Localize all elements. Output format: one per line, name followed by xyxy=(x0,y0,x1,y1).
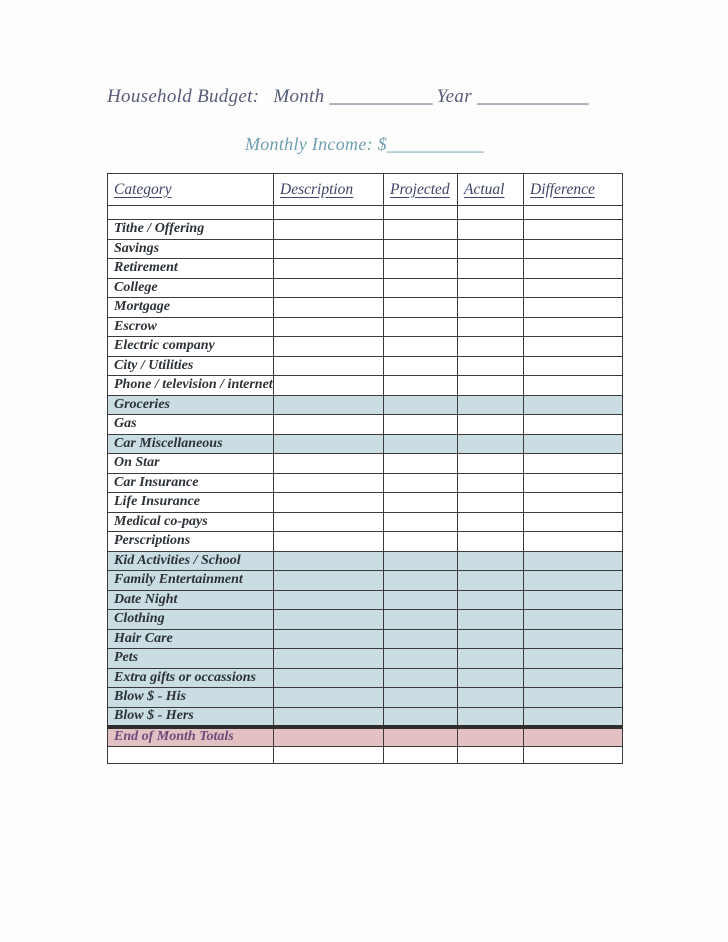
difference-cell xyxy=(524,590,623,610)
category-cell: Kid Activities / School xyxy=(108,551,274,571)
table-row xyxy=(108,395,623,415)
actual-cell xyxy=(458,610,524,630)
budget-table xyxy=(107,173,623,764)
difference-cell xyxy=(524,668,623,688)
table-row xyxy=(108,532,623,552)
projected-cell xyxy=(384,454,458,474)
projected-cell xyxy=(384,590,458,610)
difference-cell xyxy=(524,629,623,649)
projected-cell xyxy=(384,473,458,493)
projected-cell xyxy=(384,206,458,220)
category-cell: On Star xyxy=(108,454,274,474)
description-cell xyxy=(274,259,384,279)
column-header-projected: Projected xyxy=(384,174,458,206)
table-row xyxy=(108,239,623,259)
table-row xyxy=(108,512,623,532)
description-cell xyxy=(274,590,384,610)
description-cell xyxy=(274,473,384,493)
projected-cell xyxy=(384,727,458,747)
difference-cell xyxy=(524,727,623,747)
difference-cell xyxy=(524,376,623,396)
empty-row xyxy=(108,206,623,220)
difference-cell xyxy=(524,746,623,763)
description-cell xyxy=(274,317,384,337)
table-row xyxy=(108,493,623,513)
actual-cell xyxy=(458,590,524,610)
description-cell xyxy=(274,551,384,571)
column-header-actual: Actual xyxy=(458,174,524,206)
category-cell: Perscriptions xyxy=(108,532,274,552)
table-row xyxy=(108,454,623,474)
projected-cell xyxy=(384,356,458,376)
difference-cell xyxy=(524,434,623,454)
projected-cell xyxy=(384,571,458,591)
actual-cell xyxy=(458,434,524,454)
month-label: Month xyxy=(273,86,325,107)
table-row xyxy=(108,259,623,279)
table-row xyxy=(108,571,623,591)
difference-cell xyxy=(524,707,623,727)
table-row xyxy=(108,590,623,610)
table-row xyxy=(108,415,623,435)
budget-table-body xyxy=(108,206,623,764)
projected-cell xyxy=(384,434,458,454)
projected-cell xyxy=(384,298,458,318)
actual-cell xyxy=(458,259,524,279)
projected-cell xyxy=(384,337,458,357)
actual-cell xyxy=(458,206,524,220)
column-header-category: Category xyxy=(108,174,274,206)
table-row xyxy=(108,688,623,708)
actual-cell xyxy=(458,473,524,493)
actual-cell xyxy=(458,551,524,571)
description-cell xyxy=(274,376,384,396)
description-cell xyxy=(274,337,384,357)
actual-cell xyxy=(458,376,524,396)
description-cell xyxy=(274,454,384,474)
category-cell: End of Month Totals xyxy=(108,727,274,747)
difference-cell xyxy=(524,337,623,357)
difference-cell xyxy=(524,473,623,493)
category-cell: Savings xyxy=(108,239,274,259)
actual-cell xyxy=(458,239,524,259)
description-cell xyxy=(274,239,384,259)
projected-cell xyxy=(384,707,458,727)
category-cell: Car Insurance xyxy=(108,473,274,493)
projected-cell xyxy=(384,629,458,649)
description-cell xyxy=(274,610,384,630)
table-row xyxy=(108,649,623,669)
description-cell xyxy=(274,298,384,318)
projected-cell xyxy=(384,610,458,630)
category-cell: Tithe / Offering xyxy=(108,220,274,240)
actual-cell xyxy=(458,395,524,415)
difference-cell xyxy=(524,571,623,591)
projected-cell xyxy=(384,376,458,396)
table-row xyxy=(108,707,623,727)
projected-cell xyxy=(384,317,458,337)
category-cell: Car Miscellaneous xyxy=(108,434,274,454)
difference-cell xyxy=(524,688,623,708)
description-cell xyxy=(274,629,384,649)
table-row xyxy=(108,278,623,298)
category-cell: Electric company xyxy=(108,337,274,357)
difference-cell xyxy=(524,356,623,376)
column-header-difference: Difference xyxy=(524,174,623,206)
difference-cell xyxy=(524,206,623,220)
difference-cell xyxy=(524,415,623,435)
actual-cell xyxy=(458,727,524,747)
projected-cell xyxy=(384,259,458,279)
category-cell: Gas xyxy=(108,415,274,435)
category-cell xyxy=(108,746,274,763)
actual-cell xyxy=(458,337,524,357)
projected-cell xyxy=(384,395,458,415)
description-cell xyxy=(274,746,384,763)
category-cell xyxy=(108,206,274,220)
description-cell xyxy=(274,512,384,532)
difference-cell xyxy=(524,298,623,318)
actual-cell xyxy=(458,356,524,376)
actual-cell xyxy=(458,668,524,688)
difference-cell xyxy=(524,512,623,532)
projected-cell xyxy=(384,688,458,708)
description-cell xyxy=(274,727,384,747)
projected-cell xyxy=(384,278,458,298)
category-cell: Hair Care xyxy=(108,629,274,649)
category-cell: Pets xyxy=(108,649,274,669)
description-cell xyxy=(274,688,384,708)
category-cell: Retirement xyxy=(108,259,274,279)
column-header-description: Description xyxy=(274,174,384,206)
table-row xyxy=(108,220,623,240)
category-cell: Clothing xyxy=(108,610,274,630)
actual-cell xyxy=(458,493,524,513)
difference-cell xyxy=(524,239,623,259)
description-cell xyxy=(274,206,384,220)
description-cell xyxy=(274,493,384,513)
difference-cell xyxy=(524,395,623,415)
income-blank-line: ____________ xyxy=(387,134,484,154)
header-row xyxy=(108,174,623,206)
category-cell: Phone / television / internet xyxy=(108,376,274,396)
year-label: Year xyxy=(436,86,472,107)
projected-cell xyxy=(384,532,458,552)
projected-cell xyxy=(384,668,458,688)
category-cell: Medical co-pays xyxy=(108,512,274,532)
actual-cell xyxy=(458,415,524,435)
category-cell: Escrow xyxy=(108,317,274,337)
description-cell xyxy=(274,415,384,435)
category-cell: Date Night xyxy=(108,590,274,610)
year-blank-line: _____________ xyxy=(476,86,588,107)
description-cell xyxy=(274,532,384,552)
title-label: Household Budget: xyxy=(107,86,260,107)
empty-row xyxy=(108,746,623,763)
description-cell xyxy=(274,571,384,591)
income-label: Monthly Income: xyxy=(244,134,373,154)
actual-cell xyxy=(458,454,524,474)
table-row xyxy=(108,610,623,630)
description-cell xyxy=(274,707,384,727)
difference-cell xyxy=(524,551,623,571)
difference-cell xyxy=(524,259,623,279)
difference-cell xyxy=(524,220,623,240)
difference-cell xyxy=(524,454,623,474)
projected-cell xyxy=(384,493,458,513)
category-cell: Mortgage xyxy=(108,298,274,318)
category-cell: Life Insurance xyxy=(108,493,274,513)
category-cell: Blow $ - Hers xyxy=(108,707,274,727)
actual-cell xyxy=(458,688,524,708)
category-cell: City / Utilities xyxy=(108,356,274,376)
actual-cell xyxy=(458,532,524,552)
projected-cell xyxy=(384,415,458,435)
projected-cell xyxy=(384,746,458,763)
difference-cell xyxy=(524,610,623,630)
table-row xyxy=(108,668,623,688)
projected-cell xyxy=(384,551,458,571)
description-cell xyxy=(274,395,384,415)
actual-cell xyxy=(458,512,524,532)
actual-cell xyxy=(458,298,524,318)
actual-cell xyxy=(458,649,524,669)
actual-cell xyxy=(458,746,524,763)
actual-cell xyxy=(458,571,524,591)
table-row xyxy=(108,551,623,571)
month-blank-line: ____________ xyxy=(329,86,432,107)
table-row xyxy=(108,317,623,337)
difference-cell xyxy=(524,278,623,298)
category-cell: Extra gifts or occassions xyxy=(108,668,274,688)
category-cell: Blow $ - His xyxy=(108,688,274,708)
category-cell: College xyxy=(108,278,274,298)
projected-cell xyxy=(384,512,458,532)
category-cell: Family Entertainment xyxy=(108,571,274,591)
table-row xyxy=(108,376,623,396)
projected-cell xyxy=(384,239,458,259)
projected-cell xyxy=(384,220,458,240)
projected-cell xyxy=(384,649,458,669)
description-cell xyxy=(274,434,384,454)
monthly-income-line xyxy=(0,134,728,155)
actual-cell xyxy=(458,278,524,298)
description-cell xyxy=(274,278,384,298)
description-cell xyxy=(274,356,384,376)
difference-cell xyxy=(524,317,623,337)
actual-cell xyxy=(458,629,524,649)
description-cell xyxy=(274,649,384,669)
description-cell xyxy=(274,668,384,688)
category-cell: Groceries xyxy=(108,395,274,415)
actual-cell xyxy=(458,707,524,727)
difference-cell xyxy=(524,493,623,513)
table-row xyxy=(108,434,623,454)
difference-cell xyxy=(524,532,623,552)
table-row xyxy=(108,298,623,318)
table-row xyxy=(108,629,623,649)
table-row xyxy=(108,356,623,376)
table-row xyxy=(108,473,623,493)
difference-cell xyxy=(524,649,623,669)
actual-cell xyxy=(458,317,524,337)
income-currency-symbol: $ xyxy=(377,134,388,154)
table-row xyxy=(108,727,623,747)
table-row xyxy=(108,337,623,357)
description-cell xyxy=(274,220,384,240)
page-title xyxy=(107,86,667,108)
actual-cell xyxy=(458,220,524,240)
